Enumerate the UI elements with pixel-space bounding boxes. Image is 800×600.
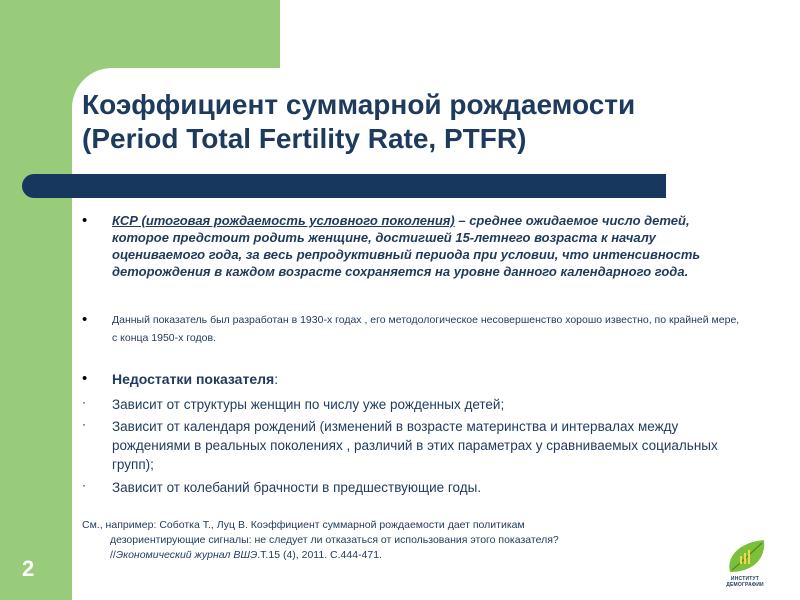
reference-line-3 bbox=[82, 548, 702, 563]
sub-bullet-icon: · bbox=[82, 417, 86, 431]
sub-bullet-icon: · bbox=[82, 395, 86, 409]
reference-line-2: дезориентирующие сигналы: не следует ли отказаться от использования этого показателя? bbox=[110, 534, 559, 546]
sub-bullet-icon: · bbox=[82, 478, 86, 492]
logo-caption: ИНСТИТУТ ДЕМОГРАФИИ bbox=[726, 576, 764, 588]
definition-text bbox=[112, 212, 742, 280]
reference-slashes: // bbox=[110, 549, 116, 561]
bullet-history bbox=[82, 311, 742, 347]
reference-note bbox=[82, 518, 702, 563]
slide-number: 2 bbox=[22, 556, 35, 581]
bullet-drawbacks bbox=[82, 370, 722, 388]
sub-item-text: Зависит от колебаний брачности в предшествующие годы. bbox=[112, 480, 482, 495]
reference-line-1: См., например: Соботка Т., Луц В. Коэффициент суммарной рождаемости дает политикам bbox=[82, 519, 525, 531]
reference-journal: Экономический журнал ВШЭ bbox=[115, 549, 258, 561]
bullet-dot-icon: • bbox=[82, 311, 88, 328]
leaf-icon bbox=[712, 536, 778, 576]
sub-item-text: Зависит от структуры женщин по числу уже рожденных детей; bbox=[112, 397, 505, 412]
reference-issue: .Т.15 (4), 2011. С.444-471. bbox=[257, 549, 382, 561]
sub-item bbox=[82, 395, 742, 414]
bullet-dot-icon: • bbox=[82, 212, 88, 229]
sub-item bbox=[82, 478, 742, 497]
definition-term: КСР (итоговая рождаемость условного поколения) bbox=[112, 213, 455, 228]
drawbacks-heading bbox=[112, 370, 722, 388]
drawbacks-heading-colon: : bbox=[274, 371, 279, 387]
bullet-definition bbox=[82, 212, 742, 280]
title-line-1: Коэффициент суммарной рождаемости bbox=[82, 89, 636, 120]
definition-body: – среднее ожидаемое число детей, которое предстоит родить женщине, достигшей 15-летнего возраста к началу оцениваемого года, за весь репродуктивный периода при условии, что интенсивность деторождения в каждом возрасте сохраняется на уровне данного календарного года. bbox=[112, 213, 701, 279]
institute-logo bbox=[712, 536, 778, 586]
title-divider-bar bbox=[22, 174, 666, 198]
drawbacks-heading-label: Недостатки показателя bbox=[112, 371, 275, 387]
sub-item-text: Зависит от календаря рождений (изменений в возрасте материнства и интервалах между рождениями в реальных поколениях , различий в этих параметрах у сравниваемых социальных групп); bbox=[112, 419, 718, 472]
history-text: Данный показатель был разработан в 1930-х годах , его методологическое несовершенство хорошо известно, по крайней мере, с конца 1950-х годов. bbox=[112, 314, 740, 344]
slide-title bbox=[82, 88, 682, 156]
bullet-dot-icon: • bbox=[82, 370, 88, 387]
sub-item bbox=[82, 417, 742, 474]
title-line-2: (Period Total Fertility Rate, PTFR) bbox=[82, 123, 527, 154]
green-left-strip bbox=[0, 0, 72, 600]
